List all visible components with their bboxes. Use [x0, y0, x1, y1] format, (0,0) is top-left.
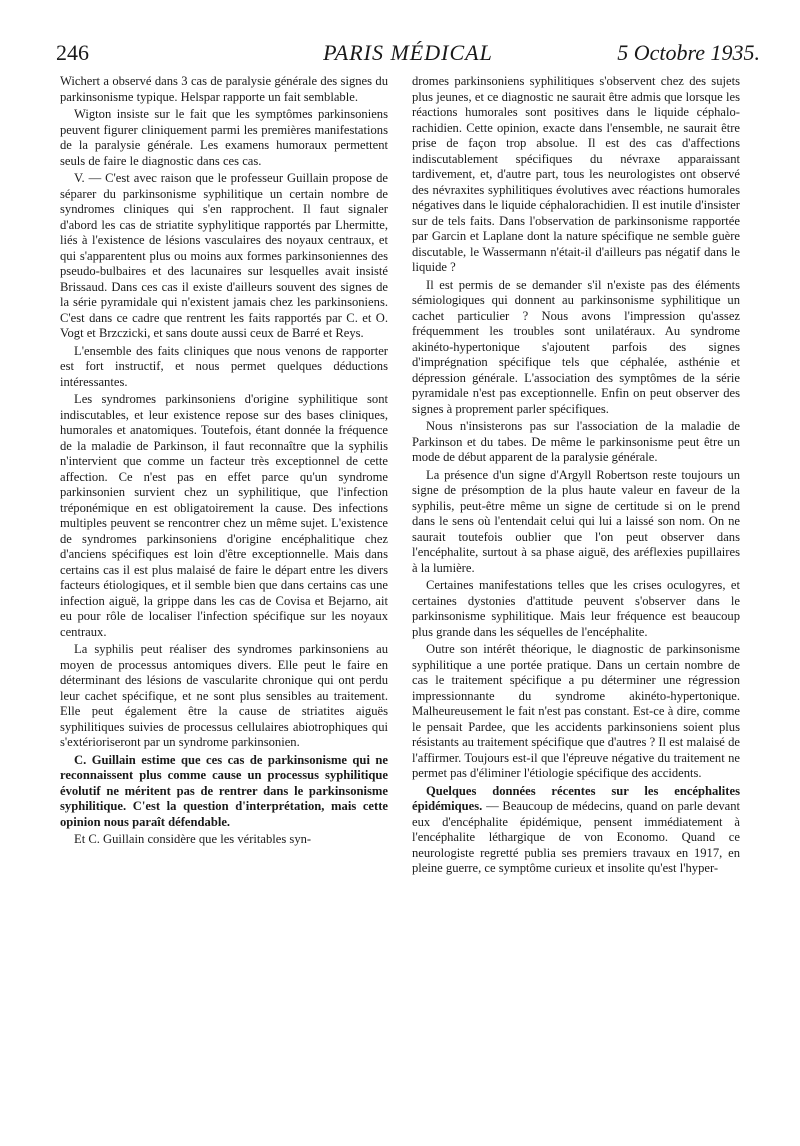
paragraph-emphasis: C. Guillain estime que ces cas de parkinsonisme qui ne reconnaissent plus comme cause un processus syphilitique évolutif ne méritent pas de rentrer dans le parkinsonisme syphilitique. C'est la question d'interprétation, mais cette opinion nous paraît défendable.	[60, 752, 388, 829]
paragraph: Il est permis de se demander s'il n'existe pas des éléments sémiologiques qui donnent au parkinsonisme syphilitique un cachet particulier ? Nous avons l'impression qu'assez fréquemment les troubles sont unilatéraux. Au syndrome akinéto-hypertonique s'ajoutent parfois des signes d'imprégnation spécifique tels que céphalée, asthénie et dépression générale. L'association des symptômes de la série pyramidale n'est pas exceptionnelle. Enfin on peut observer des signes à proprement parler spécifiques.	[412, 277, 740, 416]
paragraph: V. — C'est avec raison que le professeur Guillain propose de séparer du parkinsonisme syphilitique un certain nombre de syndromes cliniques qui s'en rapprochent. Il faut signaler d'abord les cas de striatite syphylitique rapportés par Lhermitte, liés à l'existence de lésions vasculaires des noyaux centraux, et qui s'apparentent plus ou moins aux formes parkinsoniennes des pseudo-bulbaires et des lacunaires sur lesquelles avait insisté Brissaud. Dans ces cas il existe d'ailleurs souvent des signes de la série pyramidale qui n'existent jamais chez les parkinsoniens. C'est dans ce cadre que rentrent les faits rapportés par C. et O. Vogt et Brzczicki, et sans doute aussi ceux de Barré et Reys.	[60, 171, 388, 340]
paragraph: La présence d'un signe d'Argyll Robertson reste toujours un signe de présomption de la plus haute valeur en faveur de la syphilis, peut-être même un signe de certitude si on le prend dans le sens où l'entendait celui qui lui a laissé son nom. On ne saurait toutefois oublier que l'on peut observer dans l'encéphalite, surtout à sa phase aiguë, des aréflexies pupillaires à la lumière.	[412, 467, 740, 575]
paragraph: La syphilis peut réaliser des syndromes parkinsoniens au moyen de processus antomiques divers. Elle peut le faire en déterminant des lésions de vascularite chronique qui ont perdu leur cachet spécifique, et ne sont plus sensibles au traitement. Elle peut également être la cause de striatites aiguës syphilitiques suivies de processus cellulaires abiotrophiques qui s'extérioriseront par un syndrome parkinsonien.	[60, 642, 388, 749]
left-column	[60, 74, 388, 850]
paragraph: Certaines manifestations telles que les crises oculogyres, et certaines dystonies d'attitude peuvent s'observer dans le parkinsonisme syphilitique. Mais leur fréquence est beaucoup plus grande dans les séquelles de l'encéphalite.	[412, 578, 740, 639]
journal-title: PARIS MÉDICAL	[323, 40, 493, 65]
paragraph: Outre son intérêt théorique, le diagnostic de parkinsonisme syphilitique a une portée pratique. Dans un certain nombre de cas le traitement spécifique a pu déterminer une régression impressionnante du syndrome akinéto-hypertonique. Malheureusement le fait n'est pas constant. Est-ce à dire, comme le pensait Pardee, que les accidents parkinsoniens soient plus résistants au traitement spécifique que d'autres ? Il est malaisé de l'affirmer. Toujours est-il que l'épreuve négative du traitement ne permet pas d'éliminer l'étiologie spécifique des accidents.	[412, 642, 740, 780]
paragraph: Les syndromes parkinsoniens d'origine syphilitique sont indiscutables, et leur existence repose sur des bases cliniques, humorales et anatomiques. Toutefois, étant donnée la fréquence de la maladie de Parkinson, il faut reconnaître que la syphilis n'intervient que comme un facteur très exceptionnel de cette affection. Ce n'est pas en effet parce qu'un syndrome parkinsonien survient chez un syphilitique, que l'infection tréponémique en est obligatoirement la cause. Des infections multiples peuvent se rencontrer chez un même sujet. L'existence de syndromes parkinsoniens d'origine encéphalitique chez d'anciens spécifiques est loin d'être exceptionnelle. Mais dans certains cas il est plus malaisé de faire le départ entre les divers facteurs étiologiques, et il semble bien que dans certains cas une infection aiguë, la grippe dans les cas de Covisa et Bejarno, ait eu pour rôle de localiser l'infection spécifique sur les noyaux centraux.	[60, 392, 388, 639]
paragraph: Nous n'insisterons pas sur l'association de la maladie de Parkinson et du tabes. De même le parkinsonisme peut être un mode de début apparent de la paralysie générale.	[412, 419, 740, 464]
paragraph: Et C. Guillain considère que les véritables syn-	[74, 832, 312, 846]
paragraph: L'ensemble des faits cliniques que nous venons de rapporter est fort instructif, et nous permet quelques déductions intéressantes.	[60, 343, 388, 389]
section-text: — Beaucoup de médecins, quand on parle devant eux d'encéphalite épidémique, pensent immédiatement à l'encéphalite léthargique de von Economo. Quand ce neurologiste regretté publia ses premiers travaux en 1917, en pleine guerre, ce symptôme curieux et insolite qu'est l'hyper-	[412, 799, 740, 875]
right-column	[412, 74, 740, 879]
section-heading: Quelques données récentes sur les encéphalites épidémiques.	[412, 783, 740, 813]
paragraph: dromes parkinsoniens syphilitiques s'observent chez des sujets plus jeunes, et ce diagnostic ne saurait être admis que lorsque les réactions humorales sont positives dans le liquide céphalo-rachidien. Cette opinion, exacte dans l'ensemble, ne saurait être prise de façon trop absolue. Il est des cas d'affections indiscutablement spécifiques du névraxe apparaissant tardivement, et, d'autre part, tous les neurologistes ont observé des névraxites syphilitiques évolutives avec réactions humorales négatives dans le liquide céphalorachidien. Il est inutile d'insister sur de tels faits. Dans l'observation de parkinsonisme rapportée par Garcin et Laplane dont la nature spécifique ne semble guère discutable, le Wassermann n'était-il d'ailleurs pas négatif dans le liquide ?	[412, 74, 740, 274]
paragraph: Wigton insiste sur le fait que les symptômes parkinsoniens peuvent figurer cliniquement parmi les premières manifestations de la paralysie générale. Les examens humoraux permettent seuls de faire le diagnostic dans ces cas.	[60, 107, 388, 168]
section-paragraph	[412, 784, 740, 877]
running-header	[56, 40, 760, 70]
page-number: 246	[56, 40, 89, 65]
issue-date: 5 Octobre 1935.	[617, 40, 760, 65]
paragraph: Wichert a observé dans 3 cas de paralysie générale des signes du parkinsonisme typique. Helspar rapporte un fait semblable.	[60, 74, 388, 104]
